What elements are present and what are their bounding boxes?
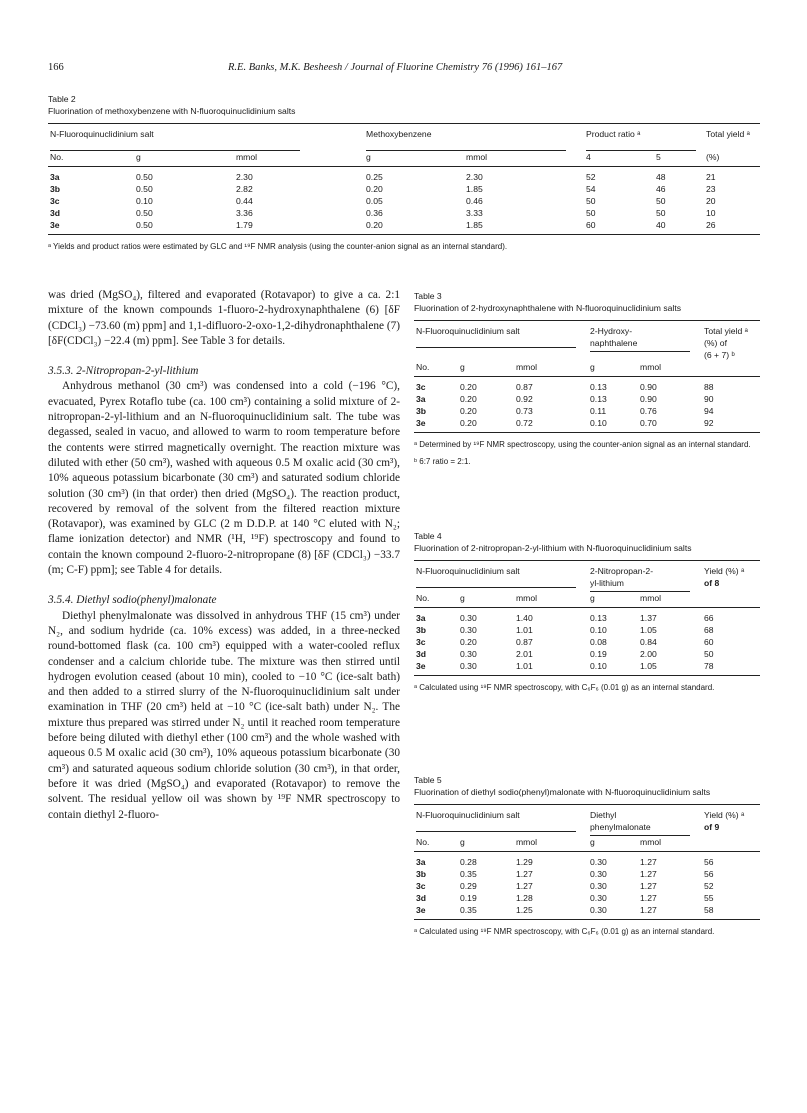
table-cell: 1.28: [516, 893, 533, 903]
table-4-group-header: N-Fluoroquinuclidinium salt: [414, 561, 588, 593]
table-row: [414, 648, 760, 660]
table-row: [414, 377, 760, 394]
table-row: [414, 417, 760, 433]
running-head: [48, 62, 760, 78]
table-cell: 0.35: [458, 904, 514, 920]
table-3-group-header: Total yield ᵃ (%) of (6 + 7) ᵇ: [702, 321, 760, 362]
table-header-cell: mmol: [638, 592, 702, 608]
table-cell: 0.05: [366, 196, 383, 206]
table-row: [414, 608, 760, 625]
table-cell: 0.72: [514, 417, 588, 433]
table-header-cell: [702, 361, 760, 377]
compound-id-cell: 3d: [50, 208, 61, 218]
table-cell: 0.20: [460, 382, 477, 392]
table-3-footnote: ᵃ Determined by ¹⁹F NMR spectroscopy, using the counter-anion signal as an internal standard.: [414, 440, 751, 449]
table-cell: 68: [704, 625, 714, 635]
table-cell: 1.85: [466, 184, 483, 194]
table-header-cell: [702, 592, 760, 608]
table-header-cell: mmol: [638, 836, 702, 852]
table-header-cell: mmol: [514, 361, 588, 377]
compound-id-cell: 3d: [416, 649, 427, 659]
table-4-subheader-row: [414, 592, 760, 608]
compound-id-cell: 3b: [50, 184, 61, 194]
table-header-cell: No.: [414, 361, 458, 377]
table-cell: 94: [704, 406, 714, 416]
table-5-label: Table 5: [414, 775, 442, 785]
table-cell: 92: [702, 417, 760, 433]
table-cell: 0.36: [366, 208, 383, 218]
table-cell: 0.25: [366, 172, 383, 182]
table-header-cell: g: [588, 592, 638, 608]
compound-id-cell: 3a: [416, 613, 426, 623]
table-cell: 2.30: [236, 172, 253, 182]
body-text-left-column: [48, 288, 400, 823]
table-cell: 3.33: [466, 208, 483, 218]
table-cell: 55: [704, 893, 714, 903]
table-3: [414, 290, 760, 467]
table-cell: 0.29: [460, 881, 477, 891]
table-header-cell: g: [458, 361, 514, 377]
table-cell: 0.50: [134, 219, 234, 235]
table-5-group-header: N-Fluoroquinuclidinium salt: [414, 805, 588, 837]
table-row: [414, 636, 760, 648]
table-5-body: [414, 852, 760, 920]
table-row: [414, 852, 760, 869]
table-header-cell: g: [458, 592, 514, 608]
table-5-subheader-row: [414, 836, 760, 852]
table-cell: 60: [584, 219, 654, 235]
table-3-grid: [414, 320, 760, 433]
table-cell: 0.28: [460, 857, 477, 867]
table-cell: 0.30: [590, 893, 607, 903]
table-4-footnote: ᵃ Calculated using ¹⁹F NMR spectroscopy, with C₆F₆ (0.01 g) as an internal standard.: [414, 683, 715, 692]
table-5: [414, 774, 760, 937]
table-row: [414, 393, 760, 405]
table-cell: 0.30: [590, 857, 607, 867]
table-cell: 0.30: [590, 869, 607, 879]
table-cell: 1.01: [516, 625, 533, 635]
table-row: [414, 880, 760, 892]
table-cell: 1.25: [514, 904, 588, 920]
table-cell: 0.20: [458, 417, 514, 433]
table-2-title: Fluorination of methoxybenzene with N-fluoroquinuclidinium salts: [48, 106, 296, 116]
table-cell: 0.10: [136, 196, 153, 206]
table-cell: 0.50: [136, 208, 153, 218]
table-row: [414, 892, 760, 904]
table-row: [48, 219, 760, 235]
table-3-label: Table 3: [414, 291, 442, 301]
table-2-footnote: ᵃ Yields and product ratios were estimated by GLC and ¹⁹F NMR analysis (using the counter-anion signal as an internal standard).: [48, 242, 508, 251]
table-header-cell: No.: [414, 592, 458, 608]
table-cell: 2.82: [236, 184, 253, 194]
table-row: [414, 904, 760, 920]
compound-id-cell: 3c: [416, 637, 426, 647]
compound-id-cell: 3b: [416, 625, 427, 635]
table-4-label: Table 4: [414, 531, 442, 541]
table-cell: 0.35: [460, 869, 477, 879]
table-cell: 0.50: [136, 172, 153, 182]
table-cell: 1.27: [516, 881, 533, 891]
table-cell: 0.19: [590, 649, 607, 659]
table-3-group-header: N-Fluoroquinuclidinium salt: [414, 321, 588, 362]
table-cell: 0.30: [460, 625, 477, 635]
table-cell: 50: [586, 208, 596, 218]
table-header-cell: [702, 836, 760, 852]
table-cell: 10: [706, 208, 716, 218]
compound-id-cell: 3b: [416, 869, 427, 879]
table-4-group-header: 2-Nitropropan-2- yl-lithium: [588, 561, 702, 593]
table-2-group-header: N-Fluoroquinuclidinium salt: [48, 124, 364, 152]
table-cell: 0.19: [460, 893, 477, 903]
table-cell: 0.11: [590, 406, 607, 416]
table-cell: 20: [706, 196, 716, 206]
table-cell: 52: [586, 172, 596, 182]
compound-id-cell: 3e: [48, 219, 134, 235]
paragraph: Anhydrous methanol (30 cm³) was condensed into a cold (−196 °C), evacuated, Pyrex Rotaflo tube (ca. 100 cm³) containing a solid mixture of 2-nitropropan-2-yl-lithium and an N-fluoroquinuclidinium salt. The tube was degassed, sealed in vacuo, and allowed to warm to room temperature before the contents were stirred magnetically overnight. The reaction mixture was diluted with ether (50 cm³), washed with aqueous 0.5 M oxalic acid (30 cm³), 10% aqueous potassium bicarbonate (30 cm³) and saturated sodium chloride solution (30 cm³) (in that order) then dried (MgSO₄). The reaction product, recovered by removal of the solvent from the filtered reaction mixture (Rotavapor), was examined by GLC (2 m D.D.P. at 140 °C eluted with N₂; flame ionization detector) and NMR (¹H, ¹⁹F) spectroscopy and found to contain the known compound 2-fluoro-2-nitropropane (8) [δF (CDCl₃) −33.7 (m; C-F) ppm]; see Table 4 for details.: [48, 380, 400, 577]
table-cell: 0.10: [588, 660, 638, 676]
table-header-cell: mmol: [638, 361, 702, 377]
table-header-cell: mmol: [514, 592, 588, 608]
table-cell: 90: [704, 394, 714, 404]
table-cell: 78: [702, 660, 760, 676]
table-cell: 1.05: [640, 625, 657, 635]
table-header-cell: g: [588, 836, 638, 852]
table-cell: 0.13: [590, 613, 607, 623]
section-heading: 3.5.3. 2-Nitropropan-2-yl-lithium: [48, 365, 199, 378]
table-cell: 1.27: [638, 904, 702, 920]
journal-reference: R.E. Banks, M.K. Besheesh / Journal of Fluorine Chemistry 76 (1996) 161–167: [228, 62, 563, 73]
table-cell: 56: [704, 869, 714, 879]
table-5-grid: [414, 804, 760, 920]
table-header-cell: mmol: [464, 151, 584, 167]
table-row: [414, 624, 760, 636]
table-cell: 0.30: [458, 660, 514, 676]
table-5-group-header: Yield (%) ᵃ of 9: [702, 805, 760, 837]
table-4-grid: [414, 560, 760, 676]
compound-id-cell: 3a: [416, 394, 426, 404]
table-3-subheader-row: [414, 361, 760, 377]
page-number: 166: [48, 62, 64, 73]
table-header-cell: 4: [584, 151, 654, 167]
table-cell: 2.01: [516, 649, 533, 659]
table-cell: 1.01: [514, 660, 588, 676]
table-cell: 50: [656, 208, 666, 218]
table-cell: 0.13: [590, 394, 607, 404]
compound-id-cell: 3a: [50, 172, 60, 182]
table-cell: 1.37: [640, 613, 657, 623]
table-5-group-header: Diethyl phenylmalonate: [588, 805, 702, 837]
table-cell: 1.27: [640, 857, 657, 867]
table-2-grid: [48, 123, 760, 235]
table-cell: 0.70: [638, 417, 702, 433]
table-header-cell: g: [134, 151, 234, 167]
table-cell: 0.76: [640, 406, 657, 416]
table-3-group-header: 2-Hydroxy- naphthalene: [588, 321, 702, 362]
table-header-cell: mmol: [234, 151, 364, 167]
table-cell: 1.05: [638, 660, 702, 676]
table-cell: 0.84: [640, 637, 657, 647]
table-row: [48, 195, 760, 207]
table-2: [48, 93, 760, 252]
table-cell: 0.13: [590, 382, 607, 392]
table-cell: 48: [656, 172, 666, 182]
table-4-body: [414, 608, 760, 676]
table-cell: 1.27: [516, 869, 533, 879]
table-cell: 0.50: [136, 184, 153, 194]
compound-id-cell: 3e: [414, 417, 458, 433]
table-cell: 0.20: [460, 406, 477, 416]
table-3-title: Fluorination of 2-hydroxynaphthalene with N-fluoroquinuclidinium salts: [414, 303, 682, 313]
table-cell: 0.20: [364, 219, 464, 235]
table-cell: 0.46: [466, 196, 483, 206]
table-cell: 26: [704, 219, 760, 235]
table-2-body: [48, 167, 760, 235]
table-4-title: Fluorination of 2-nitropropan-2-yl-lithium with N-fluoroquinuclidinium salts: [414, 543, 692, 553]
table-cell: 50: [656, 196, 666, 206]
table-row: [48, 183, 760, 195]
table-cell: 0.30: [460, 649, 477, 659]
table-cell: 23: [706, 184, 716, 194]
table-header-cell: No.: [48, 151, 134, 167]
table-cell: 0.10: [590, 625, 607, 635]
table-header-cell: g: [458, 836, 514, 852]
table-2-group-header: Methoxybenzene: [364, 124, 584, 152]
compound-id-cell: 3d: [416, 893, 427, 903]
table-row: [48, 167, 760, 184]
table-cell: 0.44: [236, 196, 253, 206]
table-cell: 0.90: [640, 394, 657, 404]
compound-id-cell: 3e: [414, 660, 458, 676]
table-2-group-header: Product ratio ᵃ: [584, 124, 704, 152]
table-cell: 3.36: [236, 208, 253, 218]
compound-id-cell: 3b: [416, 406, 427, 416]
table-cell: 21: [706, 172, 716, 182]
table-cell: 0.10: [588, 417, 638, 433]
table-header-cell: g: [364, 151, 464, 167]
table-cell: 1.40: [516, 613, 533, 623]
table-cell: 60: [704, 637, 714, 647]
table-cell: 0.20: [366, 184, 383, 194]
table-cell: 58: [702, 904, 760, 920]
table-cell: 0.92: [516, 394, 533, 404]
section-heading: 3.5.4. Diethyl sodio(phenyl)malonate: [48, 594, 217, 607]
table-cell: 54: [586, 184, 596, 194]
table-3-body: [414, 377, 760, 433]
paragraph: Diethyl phenylmalonate was dissolved in anhydrous THF (15 cm³) under N₂, and sodium hydride (ca. 10% excess) was added, in a three-necked round-bottomed flask (ca. 100 cm³) equipped with a water-cooled reflux condenser and a calcium chloride tube. The mixture was then stirred until hydrogen evolution ceased (about 10 min), cooled to −10 °C (ice-salt bath) and then added to a stirred slurry of the N-fluoroquinuclidinium salt under examination in THF (20 cm³) held at −10 °C (ice-salt bath) under N₂. The mixture thus prepared was stirred under N₂ until it reached room temperature before being diluted with diethyl ether (100 cm³) and the whole washed with aqueous 0.5 M oxalic acid (30 cm³), 10% aqueous potassium bicarbonate (30 cm³) and saturated aqueous sodium chloride solution (30 cm³), in that order, before it was dried (MgSO₄) and evaporated (Rotavapor) to remove the solvent. The residual yellow oil was shown by ¹⁹F NMR spectroscopy to contain diethyl 2-fluoro-: [48, 609, 400, 821]
table-cell: 0.30: [588, 904, 638, 920]
table-header-cell: g: [588, 361, 638, 377]
table-header-cell: 5: [654, 151, 704, 167]
table-cell: 0.08: [590, 637, 607, 647]
table-4-group-header: Yield (%) ᵃ of 8: [702, 561, 760, 593]
paragraph: was dried (MgSO₄), filtered and evaporated (Rotavapor) to give a ca. 2:1 mixture of the known compounds 1-fluoro-2-hydroxynaphthalene (6) [δF (CDCl₃) −73.60 (m) ppm] and 1,1-difluoro-2-oxo-1,2-dihydronaphthalene (7) [δF(CDCl₃) −22.4 (m) ppm]. See Table 3 for details.: [48, 289, 400, 347]
table-2-group-header: Total yield ᵃ: [704, 124, 760, 152]
table-header-cell: (%): [704, 151, 760, 167]
table-cell: 0.73: [516, 406, 533, 416]
table-cell: 0.20: [460, 637, 477, 647]
compound-id-cell: 3c: [50, 196, 60, 206]
compound-id-cell: 3a: [416, 857, 426, 867]
table-2-subheader-row: [48, 151, 760, 167]
table-row: [414, 405, 760, 417]
table-cell: 1.27: [640, 869, 657, 879]
table-cell: 0.87: [516, 382, 533, 392]
table-cell: 0.20: [460, 394, 477, 404]
table-cell: 66: [704, 613, 714, 623]
table-4: [414, 530, 760, 693]
table-5-footnote: ᵃ Calculated using ¹⁹F NMR spectroscopy, with C₆F₆ (0.01 g) as an internal standard.: [414, 927, 715, 936]
table-cell: 1.27: [640, 881, 657, 891]
table-cell: 88: [704, 382, 714, 392]
table-cell: 56: [704, 857, 714, 867]
compound-id-cell: 3e: [414, 904, 458, 920]
table-cell: 0.30: [590, 881, 607, 891]
table-header-cell: mmol: [514, 836, 588, 852]
table-cell: 0.30: [460, 613, 477, 623]
table-cell: 52: [704, 881, 714, 891]
table-row: [414, 868, 760, 880]
table-cell: 1.27: [640, 893, 657, 903]
compound-id-cell: 3c: [416, 881, 426, 891]
table-cell: 40: [654, 219, 704, 235]
table-header-cell: No.: [414, 836, 458, 852]
table-2-label: Table 2: [48, 94, 76, 104]
table-cell: 0.90: [640, 382, 657, 392]
table-row: [414, 660, 760, 676]
table-cell: 2.00: [640, 649, 657, 659]
table-cell: 1.85: [464, 219, 584, 235]
table-cell: 50: [704, 649, 714, 659]
table-cell: 0.87: [516, 637, 533, 647]
table-cell: 1.29: [516, 857, 533, 867]
table-cell: 50: [586, 196, 596, 206]
compound-id-cell: 3c: [416, 382, 426, 392]
table-3-footnote: ᵇ 6:7 ratio = 2:1.: [414, 457, 471, 466]
table-cell: 46: [656, 184, 666, 194]
table-5-title: Fluorination of diethyl sodio(phenyl)malonate with N-fluoroquinuclidinium salts: [414, 787, 711, 797]
table-cell: 2.30: [466, 172, 483, 182]
table-cell: 1.79: [234, 219, 364, 235]
table-row: [48, 207, 760, 219]
